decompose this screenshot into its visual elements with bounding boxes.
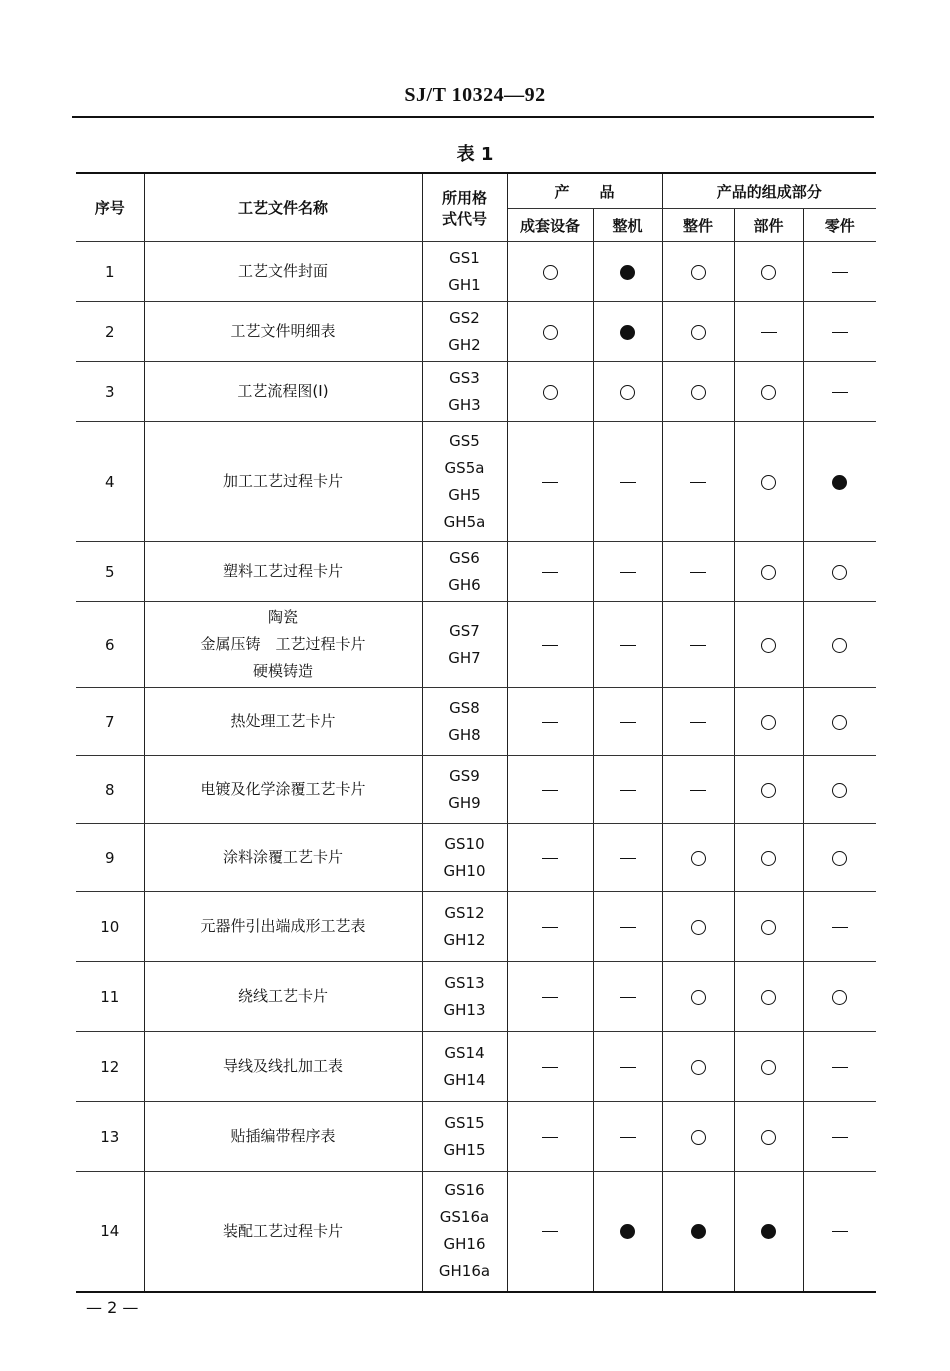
row-index: 3 — [76, 362, 144, 422]
format-code: GH5 — [448, 485, 481, 504]
hollow-circle-icon — [691, 385, 706, 400]
cell-whole-machine — [593, 422, 662, 542]
row-document-name — [144, 242, 422, 302]
cell-part — [803, 242, 876, 302]
cell-component — [734, 688, 803, 756]
dash-icon — [542, 1067, 558, 1068]
dash-icon — [832, 1137, 848, 1138]
cell-component — [734, 824, 803, 892]
dash-icon — [542, 482, 558, 483]
format-code: GH13 — [443, 1000, 486, 1019]
cell-assembly — [662, 1172, 734, 1292]
dash-icon — [542, 858, 558, 859]
row-index: 11 — [76, 962, 144, 1032]
header-format-code — [422, 173, 507, 242]
cell-assembly — [662, 302, 734, 362]
cell-part — [803, 302, 876, 362]
cell-assembly — [662, 1032, 734, 1102]
format-code: GS12 — [444, 903, 485, 922]
hollow-circle-icon — [543, 385, 558, 400]
hollow-circle-icon — [761, 638, 776, 653]
cell-component — [734, 542, 803, 602]
document-name-line: 工艺文件明细表 — [230, 322, 336, 340]
dash-icon — [690, 790, 706, 791]
row-document-name — [144, 1032, 422, 1102]
table-row — [76, 422, 876, 542]
cell-part — [803, 892, 876, 962]
format-code: GS5 — [449, 431, 480, 450]
cell-complete-set — [507, 542, 593, 602]
dash-icon — [832, 272, 848, 273]
row-index: 13 — [76, 1102, 144, 1172]
dash-icon — [542, 722, 558, 723]
table-row — [76, 756, 876, 824]
header-format-code-line1: 所用格 — [441, 188, 487, 207]
hollow-circle-icon — [761, 715, 776, 730]
cell-whole-machine — [593, 1102, 662, 1172]
format-code: GS6 — [449, 548, 480, 567]
cell-component — [734, 242, 803, 302]
hollow-circle-icon — [761, 920, 776, 935]
cell-assembly — [662, 962, 734, 1032]
cell-complete-set — [507, 824, 593, 892]
header-component: 部件 — [734, 209, 803, 242]
hollow-circle-icon — [761, 990, 776, 1005]
hollow-circle-icon — [761, 475, 776, 490]
hollow-circle-icon — [832, 638, 847, 653]
header-index: 序号 — [76, 173, 144, 242]
document-name-line: 涂料涂覆工艺卡片 — [222, 848, 343, 866]
header-document-name: 工艺文件名称 — [144, 173, 422, 242]
cell-assembly — [662, 1102, 734, 1172]
dash-icon — [542, 790, 558, 791]
format-code: GH2 — [448, 335, 481, 354]
row-document-name — [144, 302, 422, 362]
row-format-codes — [422, 756, 507, 824]
hollow-circle-icon — [761, 851, 776, 866]
header-group-parts: 产品的组成部分 — [662, 173, 876, 209]
header-complete-set: 成套设备 — [507, 209, 593, 242]
format-code: GS13 — [444, 973, 485, 992]
row-document-name — [144, 756, 422, 824]
process-document-table — [76, 172, 876, 1293]
row-index: 14 — [76, 1172, 144, 1292]
row-format-codes — [422, 362, 507, 422]
format-code: GH9 — [448, 793, 481, 812]
row-index: 9 — [76, 824, 144, 892]
cell-complete-set — [507, 962, 593, 1032]
filled-circle-icon — [832, 475, 847, 490]
cell-part — [803, 602, 876, 688]
hollow-circle-icon — [832, 990, 847, 1005]
dash-icon — [620, 722, 636, 723]
cell-complete-set — [507, 1102, 593, 1172]
row-format-codes — [422, 242, 507, 302]
cell-whole-machine — [593, 962, 662, 1032]
row-document-name — [144, 542, 422, 602]
page-number: — 2 — — [86, 1298, 139, 1317]
cell-component — [734, 302, 803, 362]
dash-icon — [832, 392, 848, 393]
cell-complete-set — [507, 362, 593, 422]
dash-icon — [620, 482, 636, 483]
document-name-line: 热处理工艺卡片 — [230, 712, 336, 730]
table-caption: 表 1 — [456, 144, 494, 165]
cell-part — [803, 756, 876, 824]
cell-complete-set — [507, 688, 593, 756]
header-assembly: 整件 — [662, 209, 734, 242]
format-code: GH16 — [443, 1235, 486, 1254]
cell-assembly — [662, 362, 734, 422]
table-row — [76, 892, 876, 962]
hollow-circle-icon — [761, 385, 776, 400]
hollow-circle-icon — [761, 783, 776, 798]
dash-icon — [542, 1137, 558, 1138]
table-row — [76, 688, 876, 756]
cell-part — [803, 1032, 876, 1102]
format-code: GH7 — [448, 648, 481, 667]
cell-component — [734, 422, 803, 542]
row-document-name — [144, 1102, 422, 1172]
row-document-name — [144, 962, 422, 1032]
table-row — [76, 1032, 876, 1102]
hollow-circle-icon — [832, 565, 847, 580]
format-code: GS14 — [444, 1043, 485, 1062]
document-name-line: 绕线工艺卡片 — [237, 987, 328, 1005]
cell-whole-machine — [593, 892, 662, 962]
dash-icon — [761, 332, 777, 333]
cell-part — [803, 1172, 876, 1292]
hollow-circle-icon — [691, 265, 706, 280]
document-name-line: 装配工艺过程卡片 — [222, 1221, 343, 1240]
cell-component — [734, 1172, 803, 1292]
cell-complete-set — [507, 602, 593, 688]
cell-component — [734, 756, 803, 824]
cell-assembly — [662, 242, 734, 302]
dash-icon — [542, 572, 558, 573]
filled-circle-icon — [620, 325, 635, 340]
table-row — [76, 242, 876, 302]
cell-component — [734, 892, 803, 962]
cell-component — [734, 1032, 803, 1102]
table-row — [76, 362, 876, 422]
row-index: 6 — [76, 602, 144, 688]
row-format-codes — [422, 1102, 507, 1172]
filled-circle-icon — [761, 1224, 776, 1239]
hollow-circle-icon — [691, 1130, 706, 1145]
cell-whole-machine — [593, 542, 662, 602]
format-code: GS16 — [444, 1181, 485, 1200]
dash-icon — [542, 927, 558, 928]
dash-icon — [542, 1231, 558, 1232]
document-name-line: 电镀及化学涂覆工艺卡片 — [200, 780, 366, 798]
row-index: 7 — [76, 688, 144, 756]
cell-component — [734, 962, 803, 1032]
cell-assembly — [662, 756, 734, 824]
cell-whole-machine — [593, 756, 662, 824]
header-group-product: 产 品 — [507, 173, 662, 209]
row-index: 8 — [76, 756, 144, 824]
cell-complete-set — [507, 1032, 593, 1102]
dash-icon — [690, 482, 706, 483]
row-index: 10 — [76, 892, 144, 962]
hollow-circle-icon — [691, 325, 706, 340]
cell-part — [803, 1102, 876, 1172]
format-code: GH1 — [448, 275, 481, 294]
table-row — [76, 824, 876, 892]
format-code: GS8 — [449, 698, 480, 717]
dash-icon — [690, 645, 706, 646]
table-row — [76, 302, 876, 362]
dash-icon — [620, 997, 636, 998]
document-name-line: 工艺文件封面 — [237, 262, 328, 280]
row-format-codes — [422, 688, 507, 756]
format-code: GH12 — [443, 930, 486, 949]
cell-assembly — [662, 602, 734, 688]
row-document-name — [144, 602, 422, 688]
hollow-circle-icon — [832, 715, 847, 730]
hollow-circle-icon — [691, 851, 706, 866]
cell-assembly — [662, 542, 734, 602]
dash-icon — [832, 1067, 848, 1068]
dash-icon — [542, 997, 558, 998]
cell-whole-machine — [593, 824, 662, 892]
cell-whole-machine — [593, 242, 662, 302]
header-whole-machine: 整机 — [593, 209, 662, 242]
hollow-circle-icon — [832, 851, 847, 866]
hollow-circle-icon — [543, 265, 558, 280]
row-format-codes — [422, 824, 507, 892]
row-format-codes — [422, 962, 507, 1032]
format-code: GH3 — [448, 395, 481, 414]
cell-assembly — [662, 422, 734, 542]
cell-complete-set — [507, 756, 593, 824]
cell-part — [803, 962, 876, 1032]
dash-icon — [620, 645, 636, 646]
format-code: GS1 — [449, 248, 480, 267]
document-name-line: 硬模铸造 — [252, 662, 313, 680]
cell-component — [734, 602, 803, 688]
header-rule — [72, 116, 874, 118]
format-code: GS3 — [449, 368, 480, 387]
row-document-name — [144, 892, 422, 962]
filled-circle-icon — [691, 1224, 706, 1239]
cell-part — [803, 362, 876, 422]
hollow-circle-icon — [761, 1130, 776, 1145]
header-part: 零件 — [803, 209, 876, 242]
document-name-line: 贴插编带程序表 — [230, 1127, 336, 1145]
dash-icon — [542, 645, 558, 646]
cell-complete-set — [507, 302, 593, 362]
row-index: 2 — [76, 302, 144, 362]
row-format-codes — [422, 1172, 507, 1292]
row-format-codes — [422, 422, 507, 542]
row-document-name — [144, 1172, 422, 1292]
hollow-circle-icon — [761, 565, 776, 580]
row-index: 12 — [76, 1032, 144, 1102]
table-row — [76, 962, 876, 1032]
row-format-codes — [422, 602, 507, 688]
row-document-name — [144, 824, 422, 892]
row-format-codes — [422, 892, 507, 962]
dash-icon — [690, 572, 706, 573]
dash-icon — [620, 790, 636, 791]
format-code: GS7 — [449, 621, 480, 640]
cell-whole-machine — [593, 302, 662, 362]
format-code: GS10 — [444, 834, 485, 853]
cell-whole-machine — [593, 1172, 662, 1292]
row-format-codes — [422, 542, 507, 602]
hollow-circle-icon — [543, 325, 558, 340]
table-row — [76, 1172, 876, 1292]
row-format-codes — [422, 302, 507, 362]
cell-part — [803, 422, 876, 542]
hollow-circle-icon — [691, 990, 706, 1005]
cell-part — [803, 542, 876, 602]
document-name-line: 加工工艺过程卡片 — [222, 472, 343, 490]
cell-whole-machine — [593, 1032, 662, 1102]
hollow-circle-icon — [832, 783, 847, 798]
cell-complete-set — [507, 1172, 593, 1292]
table-row — [76, 542, 876, 602]
format-code: GH6 — [448, 575, 481, 594]
document-name-line: 塑料工艺过程卡片 — [222, 562, 343, 580]
cell-part — [803, 824, 876, 892]
row-index: 4 — [76, 422, 144, 542]
dash-icon — [690, 722, 706, 723]
hollow-circle-icon — [761, 1060, 776, 1075]
table-row — [76, 1102, 876, 1172]
cell-assembly — [662, 892, 734, 962]
row-index: 1 — [76, 242, 144, 302]
format-code: GS15 — [444, 1113, 485, 1132]
row-format-codes — [422, 1032, 507, 1102]
standard-code: SJ/T 10324—92 — [404, 84, 546, 106]
format-code: GS16a — [439, 1208, 490, 1227]
format-code: GH10 — [443, 861, 486, 880]
cell-whole-machine — [593, 602, 662, 688]
dash-icon — [620, 1067, 636, 1068]
format-code: GH8 — [448, 725, 481, 744]
cell-component — [734, 362, 803, 422]
filled-circle-icon — [620, 1224, 635, 1239]
format-code: GS9 — [449, 766, 480, 785]
format-code: GS2 — [449, 308, 480, 327]
row-document-name — [144, 422, 422, 542]
hollow-circle-icon — [691, 1060, 706, 1075]
cell-complete-set — [507, 422, 593, 542]
format-code: GH5a — [443, 512, 486, 531]
document-name-line: 金属压铸 工艺过程卡片 — [200, 635, 366, 653]
cell-assembly — [662, 688, 734, 756]
cell-component — [734, 1102, 803, 1172]
document-name-line: 陶瓷 — [267, 608, 298, 626]
dash-icon — [620, 1137, 636, 1138]
dash-icon — [620, 927, 636, 928]
dash-icon — [832, 1231, 848, 1232]
document-name-line: 导线及线扎加工表 — [222, 1057, 343, 1075]
hollow-circle-icon — [620, 385, 635, 400]
dash-icon — [620, 858, 636, 859]
dash-icon — [620, 572, 636, 573]
format-code: GH14 — [443, 1070, 486, 1089]
document-name-line: 工艺流程图(Ⅰ) — [237, 382, 329, 400]
cell-complete-set — [507, 242, 593, 302]
format-code: GH15 — [443, 1140, 486, 1159]
format-code: GS5a — [444, 458, 485, 477]
row-index: 5 — [76, 542, 144, 602]
cell-assembly — [662, 824, 734, 892]
hollow-circle-icon — [761, 265, 776, 280]
row-document-name — [144, 362, 422, 422]
cell-part — [803, 688, 876, 756]
row-document-name — [144, 688, 422, 756]
hollow-circle-icon — [691, 920, 706, 935]
filled-circle-icon — [620, 265, 635, 280]
dash-icon — [832, 927, 848, 928]
format-code: GH16a — [438, 1262, 491, 1281]
cell-complete-set — [507, 892, 593, 962]
cell-whole-machine — [593, 688, 662, 756]
document-name-line: 元器件引出端成形工艺表 — [200, 917, 366, 935]
cell-whole-machine — [593, 362, 662, 422]
table-row — [76, 602, 876, 688]
header-format-code-line2: 式代号 — [441, 209, 487, 228]
dash-icon — [832, 332, 848, 333]
